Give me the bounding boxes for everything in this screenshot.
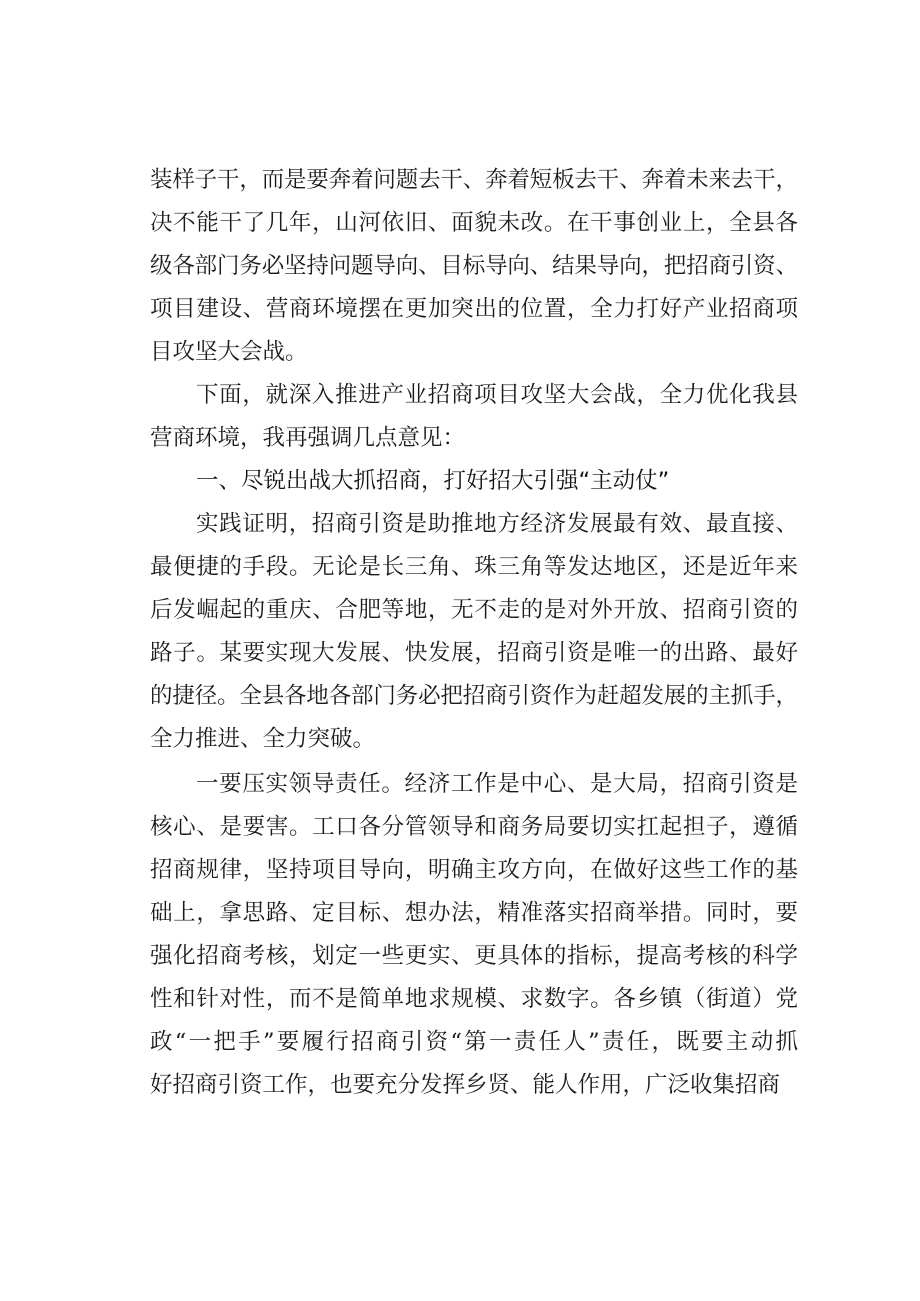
line-text: 项目建设、营商环境摆在更加突出的位置，全力打好产业招商项 bbox=[150, 296, 799, 322]
body-line bbox=[0, 203, 920, 243]
line-text: 础上，拿思路、定目标、想办法，精准落实招商举措。同时，要 bbox=[150, 900, 799, 926]
body-line bbox=[0, 979, 920, 1019]
line-text: 下面，就深入推进产业招商项目攻坚大会战，全力优化我县 bbox=[196, 382, 799, 408]
line-text: 政“一把手”要履行招商引资“第一责任人”责任，既要主动抓 bbox=[150, 1029, 801, 1055]
body-line bbox=[0, 289, 920, 329]
body-line bbox=[0, 719, 920, 759]
section-heading-text: 一、尽锐出战大抓招商，打好招大引强“主动仗” bbox=[196, 468, 670, 494]
line-text: 目攻坚大会战。 bbox=[150, 339, 308, 365]
line-text: 营商环境，我再强调几点意见： bbox=[150, 425, 466, 451]
body-line bbox=[0, 807, 920, 847]
body-line bbox=[0, 332, 920, 372]
body-line bbox=[0, 160, 920, 200]
line-text: 全力推进、全力突破。 bbox=[150, 726, 376, 752]
line-text: 装样子干，而是要奔着问题去干、奔着短板去干、奔着未来去干， bbox=[150, 167, 798, 193]
section-heading bbox=[0, 461, 920, 501]
body-line bbox=[0, 1065, 920, 1105]
body-line bbox=[0, 547, 920, 587]
line-text: 决不能干了几年，山河依旧、面貌未改。在干事创业上，全县各 bbox=[150, 210, 799, 236]
line-text: 核心、是要害。工口各分管领导和商务局要切实扛起担子，遵循 bbox=[150, 814, 799, 840]
body-line bbox=[0, 375, 920, 415]
line-text: 级各部门务必坚持问题导向、目标导向、结果导向，把招商引资、 bbox=[150, 253, 798, 279]
body-line bbox=[0, 893, 920, 933]
line-text: 好招商引资工作，也要充分发挥乡贤、能人作用，广泛收集招商 bbox=[150, 1072, 781, 1098]
body-line bbox=[0, 633, 920, 673]
body-line bbox=[0, 936, 920, 976]
line-text: 招商规律，坚持项目导向，明确主攻方向，在做好这些工作的基 bbox=[150, 857, 799, 883]
body-line bbox=[0, 504, 920, 544]
body-line bbox=[0, 418, 920, 458]
line-text: 路子。某要实现大发展、快发展，招商引资是唯一的出路、最好 bbox=[150, 640, 799, 666]
line-text: 强化招商考核，划定一些更实、更具体的指标，提高考核的科学 bbox=[150, 943, 799, 969]
line-text: 性和针对性，而不是简单地求规模、求数字。各乡镇（街道）党 bbox=[150, 986, 799, 1012]
line-text: 后发崛起的重庆、合肥等地，无不走的是对外开放、招商引资的 bbox=[150, 597, 799, 623]
line-text: 实践证明，招商引资是助推地方经济发展最有效、最直接、 bbox=[196, 511, 799, 537]
body-line bbox=[0, 764, 920, 804]
line-text: 一要压实领导责任。经济工作是中心、是大局，招商引资是 bbox=[196, 771, 799, 797]
line-text: 的捷径。全县各地各部门务必把招商引资作为赶超发展的主抓手， bbox=[150, 683, 798, 709]
body-line bbox=[0, 1022, 920, 1062]
body-line bbox=[0, 590, 920, 630]
body-line bbox=[0, 850, 920, 890]
body-line bbox=[0, 676, 920, 716]
line-text: 最便捷的手段。无论是长三角、珠三角等发达地区，还是近年来 bbox=[150, 554, 799, 580]
body-line bbox=[0, 246, 920, 286]
